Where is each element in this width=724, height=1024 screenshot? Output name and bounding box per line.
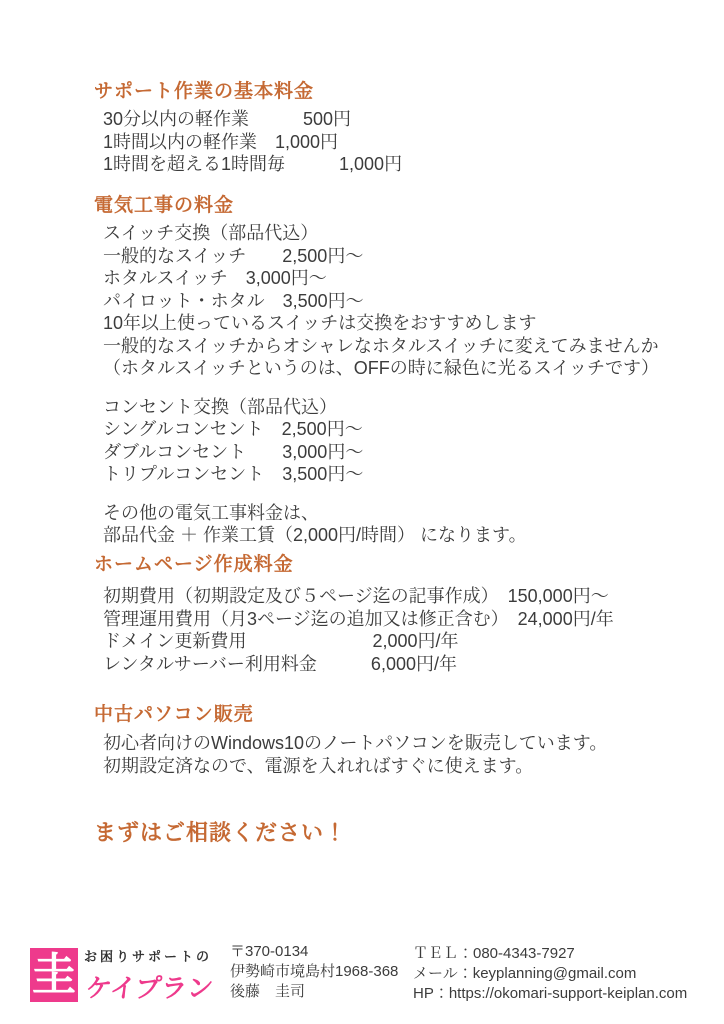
note-line: 初期設定済なので、電源を入れればすぐに使えます。 bbox=[103, 755, 534, 776]
spacer bbox=[103, 486, 659, 502]
note-line: 初心者向けのWindows10のノートパソコンを販売しています。 bbox=[103, 733, 608, 753]
brand-block bbox=[84, 946, 229, 1005]
price-line: 1時間を超える1時間毎 1,000円 bbox=[103, 154, 403, 174]
price-line: ドメイン更新費用 2,000円/年 bbox=[103, 631, 459, 651]
brand-tagline: お困りサポートの bbox=[84, 949, 213, 964]
website-line: HP：https://okomari-support-keiplan.com bbox=[413, 985, 688, 1002]
price-line: 管理運用費用（月3ページ迄の追加又は修正含む） 24,000円/年 bbox=[103, 608, 614, 629]
brand-name: ケイプラン bbox=[84, 973, 215, 1003]
price-line: ホタルスイッチ 3,000円～ bbox=[103, 268, 327, 288]
address-block bbox=[230, 942, 398, 1002]
price-line: コンセント交換（部品代込） bbox=[103, 396, 337, 417]
price-line: シングルコンセント 2,500円～ bbox=[103, 419, 363, 439]
logo-kanji-icon: 圭 bbox=[32, 950, 76, 999]
price-line: スイッチ交換（部品代込） bbox=[103, 223, 319, 243]
contact-block bbox=[413, 944, 687, 1004]
postal-code: 〒370-0134 bbox=[230, 943, 309, 960]
note-line: 10年以上使っているスイッチは交換をおすすめします bbox=[103, 313, 537, 333]
support-fees-heading: サポート作業の基本料金 bbox=[94, 81, 315, 102]
price-line: 一般的なスイッチ 2,500円～ bbox=[103, 245, 364, 266]
used-pc-heading: 中古パソコン販売 bbox=[94, 704, 254, 725]
company-logo bbox=[30, 948, 78, 1002]
section-used-pc bbox=[94, 703, 607, 777]
price-line: 30分以内の軽作業 500円 bbox=[103, 109, 352, 129]
price-line: レンタルサーバー利用料金 6,000円/年 bbox=[103, 653, 457, 674]
price-line: ダブルコンセント 3,000円～ bbox=[103, 441, 364, 462]
owner-name: 後藤 圭司 bbox=[230, 983, 306, 1000]
note-line: その他の電気工事料金は、 bbox=[103, 502, 319, 523]
section-homepage-fees bbox=[94, 553, 614, 675]
section-support-fees bbox=[94, 80, 402, 176]
footer bbox=[0, 938, 724, 1018]
spacer bbox=[103, 380, 659, 396]
email-line: メール：keyplanning@gmail.com bbox=[413, 965, 637, 982]
used-pc-lines bbox=[94, 732, 607, 777]
consult-message: まずはご相談ください！ bbox=[94, 820, 348, 845]
electric-fees-heading: 電気工事の料金 bbox=[94, 195, 235, 216]
homepage-fees-lines bbox=[94, 585, 614, 675]
note-line: 部品代金 ＋ 作業工賃（2,000円/時間） になります。 bbox=[103, 525, 527, 545]
homepage-fees-heading: ホームページ作成料金 bbox=[94, 554, 294, 575]
electric-fees-lines bbox=[94, 222, 659, 547]
address-line: 伊勢崎市境島村1968-368 bbox=[230, 963, 399, 980]
price-line: 1時間以内の軽作業 1,000円 bbox=[103, 131, 339, 152]
price-line: 初期費用（初期設定及び５ページ迄の記事作成） 150,000円～ bbox=[103, 586, 609, 606]
price-line: パイロット・ホタル 3,500円～ bbox=[103, 290, 364, 311]
support-fees-lines bbox=[94, 108, 402, 176]
price-line: トリプルコンセント 3,500円～ bbox=[103, 464, 364, 484]
note-line: （ホタルスイッチというのは、OFFの時に緑色に光るスイッチです） bbox=[103, 358, 660, 378]
tel-line: ＴＥＬ：080-4343-7927 bbox=[413, 945, 575, 962]
note-line: 一般的なスイッチからオシャレなホタルスイッチに変えてみませんか bbox=[103, 335, 659, 356]
section-electric-fees bbox=[94, 194, 659, 547]
